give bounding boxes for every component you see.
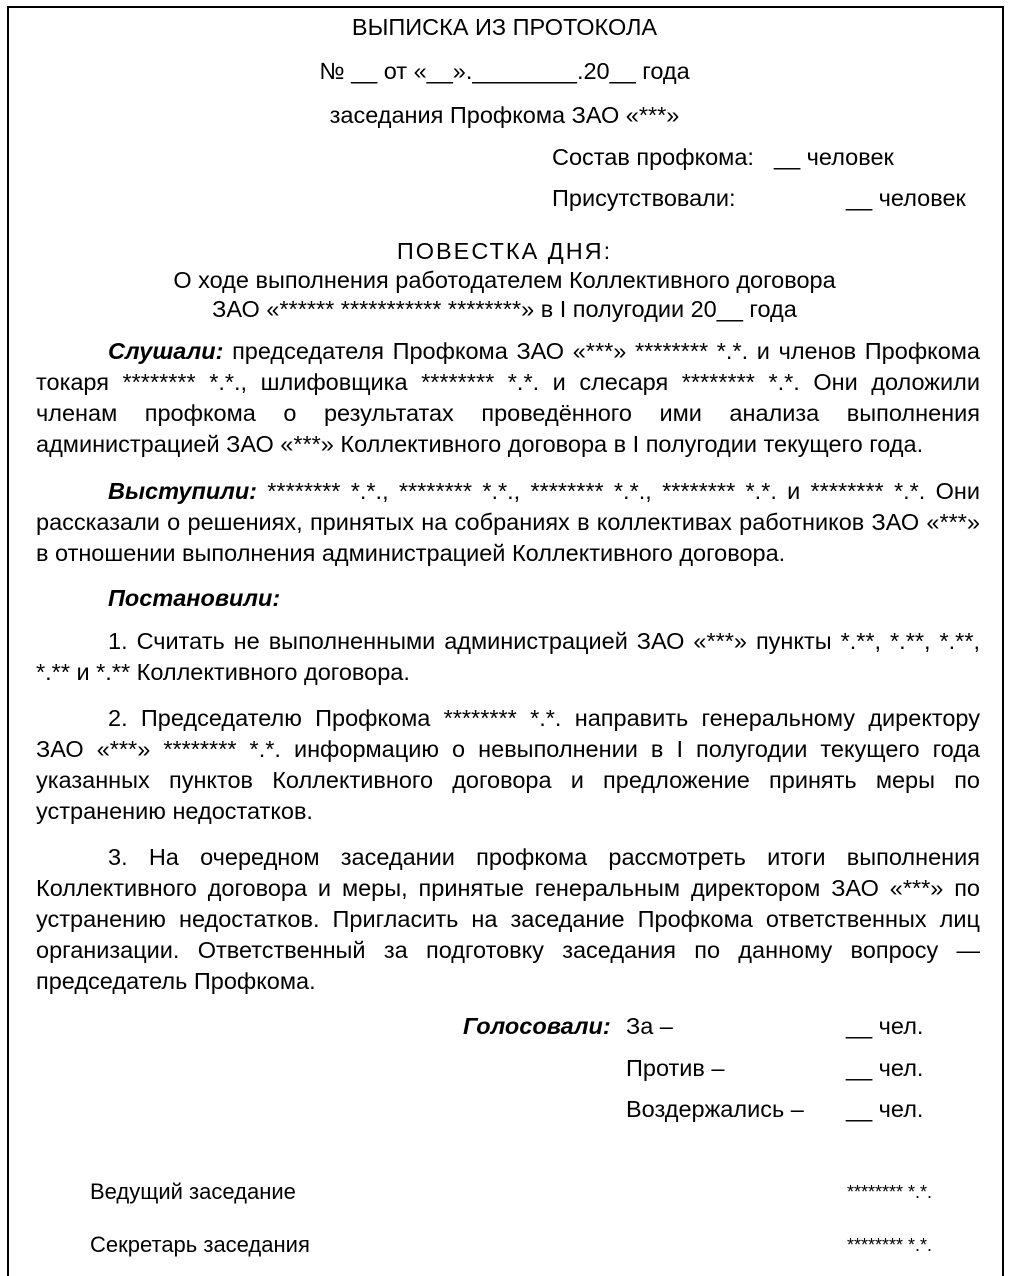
- spoke-label: Выступили:: [108, 478, 257, 504]
- secretary-label: Секретарь заседания: [90, 1232, 310, 1257]
- resolution-item-3-text: 3. На очередном заседании профкома рассмотреть итоги выполнения Коллективного договора и меры, принятые генеральным директором ЗАО «***» по устранению недостатков. Пригласить на заседание Профкома ответственных лиц организации. Ответственный за подготовку заседания по данному вопросу — председатель Профкома.: [36, 844, 980, 994]
- heard-text: председателя Профкома ЗАО «***» ******** *.*. и членов Профкома токаря ******** *.*., шлифовщика ******** *.*. и слесаря ******** *.*. Они доложили членам профкома о результатах проведённого ими анализа выполнения администрацией ЗАО «***» Коллективного договора в I полугодии текущего года.: [36, 338, 980, 457]
- resolved-label: Постановили:: [108, 585, 281, 611]
- resolution-item-1: [36, 626, 980, 688]
- vote-abstain-value: __ чел.: [846, 1096, 924, 1122]
- vote-for-label: За –: [626, 1013, 673, 1039]
- heard-paragraph: [36, 336, 980, 460]
- resolution-item-3: [36, 842, 980, 997]
- members-label: Состав профкома:: [552, 144, 754, 170]
- resolution-item-2-text: 2. Председателю Профкома ******** *.*. направить генеральному директору ЗАО «***» ******** *.*. информацию о невыполнении в I полугодии текущего года указанных пунктов Коллективного договора и предложение принять меры по устранению недостатков.: [36, 705, 980, 824]
- vote-abstain-label: Воздержались –: [626, 1096, 804, 1122]
- protocol-number-line: № __ от «__».________.20__ года: [319, 58, 690, 84]
- resolution-item-1-text: 1. Считать не выполненными администрацией ЗАО «***» пункты *.**, *.**, *.**, *.** и *.** Коллективного договора.: [36, 628, 980, 685]
- vote-against-value: __ чел.: [846, 1055, 924, 1081]
- meeting-line: заседания Профкома ЗАО «***»: [329, 102, 680, 128]
- chair-label: Ведущий заседание: [90, 1179, 296, 1204]
- heard-label: Слушали:: [108, 338, 224, 364]
- agenda-line-1: О ходе выполнения работодателем Коллективного договора: [173, 267, 836, 293]
- resolved-heading-row: [36, 583, 980, 614]
- agenda-heading: ПОВЕСТКА ДНЯ:: [396, 238, 613, 264]
- agenda-line-2: ЗАО «****** *********** ********» в I полугодии 20__ года: [212, 296, 797, 322]
- present-value: __ человек: [846, 185, 966, 211]
- present-label: Присутствовали:: [552, 185, 736, 211]
- members-value: __ человек: [774, 144, 894, 170]
- resolution-item-2: [36, 703, 980, 827]
- vote-label: Голосовали:: [463, 1013, 611, 1039]
- document-title: ВЫПИСКА ИЗ ПРОТОКОЛА: [351, 14, 658, 40]
- secretary-value: ******** *.*.: [847, 1235, 933, 1255]
- vote-against-label: Против –: [626, 1055, 725, 1081]
- chair-value: ******** *.*.: [847, 1182, 933, 1202]
- spoke-text: ******** *.*., ******** *.*., ******** *.*., ******** *.*. и ******** *.*. Они рассказали о решениях, принятых на собраниях в коллективах работников ЗАО «***» в отношении выполнения администрацией Коллективного договора.: [36, 478, 980, 566]
- vote-for-value: __ чел.: [846, 1013, 924, 1039]
- spoke-paragraph: [36, 476, 980, 569]
